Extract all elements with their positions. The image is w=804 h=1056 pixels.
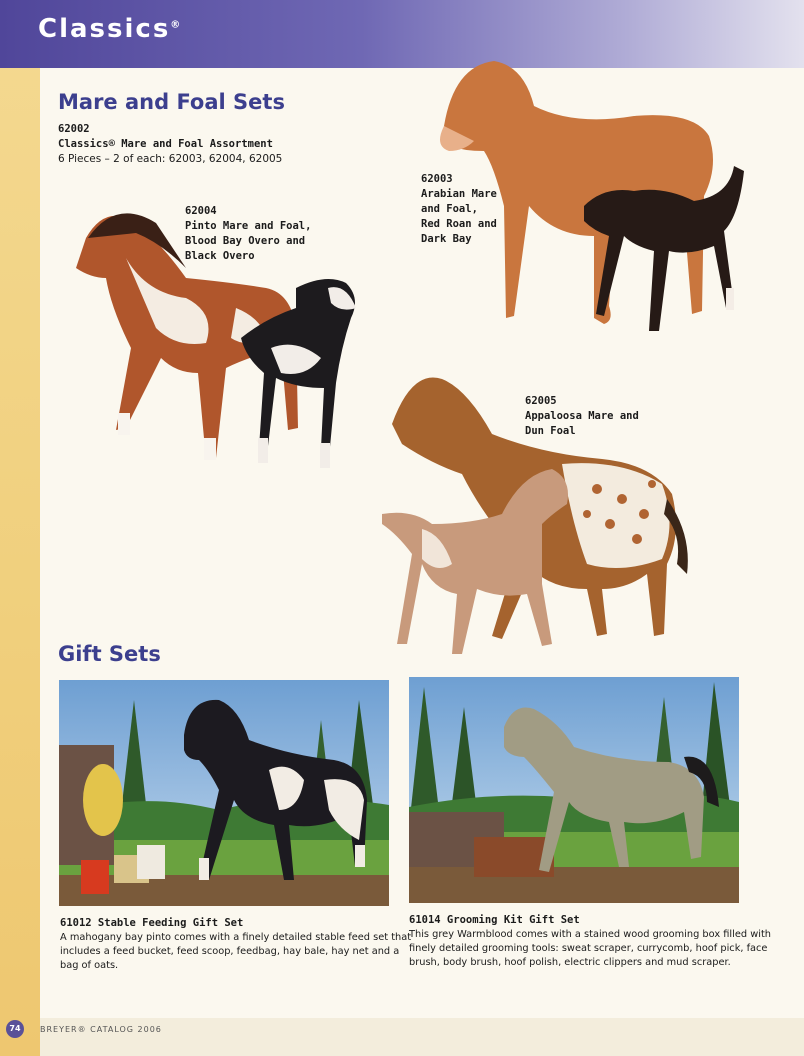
mare-foal-heading: Mare and Foal Sets: [58, 90, 285, 114]
assortment-detail: 6 Pieces – 2 of each: 62003, 62004, 62005: [58, 153, 283, 165]
item-number: 62003: [421, 173, 453, 185]
item-number: 62005: [525, 395, 557, 407]
page-number: 74: [6, 1020, 24, 1038]
caption-line: This grey Warmblood comes with a stained wood grooming box filled with: [409, 929, 771, 940]
item-line: Dark Bay: [421, 233, 472, 245]
gift-sets-heading: Gift Sets: [58, 642, 161, 666]
gift-61012-description: [60, 931, 411, 973]
left-color-strip: [0, 0, 40, 1056]
assortment-number: 62002: [58, 123, 90, 135]
grooming-kit-photo: [409, 677, 739, 903]
item-line: and Foal,: [421, 203, 478, 215]
page-title: Classics®: [38, 14, 181, 44]
gift-61012-title: 61012 Stable Feeding Gift Set: [60, 917, 244, 929]
caption-line: brush, body brush, hoof polish, electric clippers and mud scraper.: [409, 957, 731, 968]
item-line: Appaloosa Mare and: [525, 410, 639, 422]
item-line: Black Overo: [185, 250, 255, 262]
footer-catalog: BREYER® CATALOG 2006: [40, 1025, 162, 1034]
pinto-mare-foal-image: [66, 198, 376, 488]
gift-61014-description: [409, 928, 771, 970]
assortment-block: [58, 122, 282, 167]
item-line: Pinto Mare and Foal,: [185, 220, 312, 232]
stable-feeding-photo: [59, 680, 389, 906]
item-line: Blood Bay Overo and: [185, 235, 306, 247]
caption-line: A mahogany bay pinto comes with a finely detailed stable feed set that: [60, 932, 412, 943]
caption-line: finely detailed grooming tools: sweat scraper, currycomb, hoof pick, face: [409, 943, 768, 954]
gift-61014-title: 61014 Grooming Kit Gift Set: [409, 914, 580, 926]
assortment-name: Classics® Mare and Foal Assortment: [58, 138, 273, 150]
caption-line: includes a feed bucket, feed scoop, feedbag, hay bale, hay net and a: [60, 946, 400, 957]
arabian-mare-foal-image: [434, 56, 764, 346]
item-number: 62004: [185, 205, 217, 217]
item-line: Red Roan and: [421, 218, 497, 230]
caption-line: bag of oats.: [60, 960, 119, 971]
appaloosa-mare-foal-image: [382, 364, 702, 664]
item-line: Arabian Mare: [421, 188, 497, 200]
item-line: Dun Foal: [525, 425, 576, 437]
